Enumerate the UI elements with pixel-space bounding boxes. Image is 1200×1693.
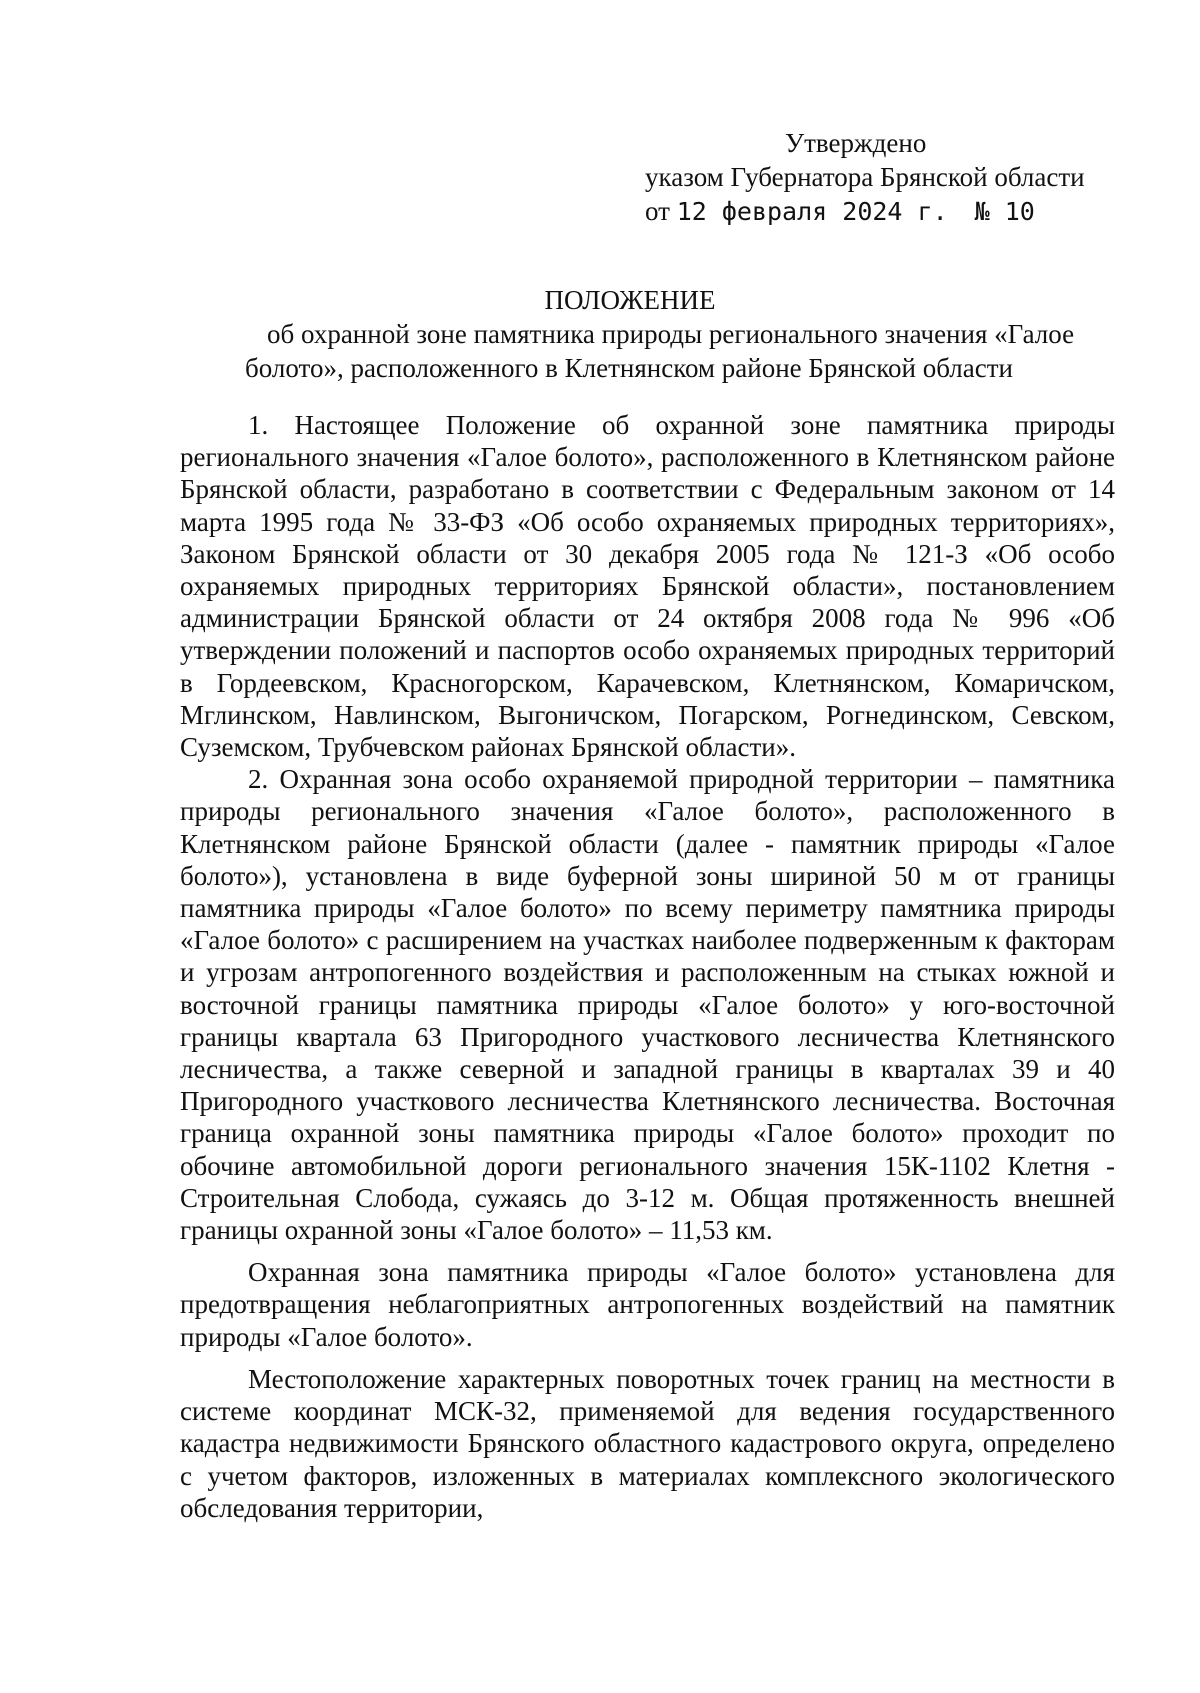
document-body [180, 409, 1115, 1524]
paragraph-2: 2. Охранная зона особо охраняемой природной территории – памятника природы регионального значения «Галое болото», расположенного в Клетнянском районе Брянской области (далее - памятник природы «Галое болото»), установлена в виде буферной зоны шириной 50 м от границы памятника природы «Галое болото» по всему периметру памятника природы «Галое болото» с расширением на участках наиболее подверженным к факторам и угрозам антропогенного воздействия и расположенным на стыках южной и восточной границы памятника природы «Галое болото» у юго-восточной границы квартала 63 Пригородного участкового лесничества Клетнянского лесничества, а также северной и западной границы в кварталах 39 и 40 Пригородного участкового лесничества Клетнянского лесничества. Восточная граница охранной зоны памятника природы «Галое болото» проходит по обочине автомобильной дороги регионального значения 15К-1102 Клетня - Строительная Слобода, сужаясь до 3-12 м. Общая протяженность внешней границы охранной зоны «Галое болото» – 11,53 км. [180, 764, 1115, 1246]
approval-date: 12 февраля 2024 г. [676, 197, 948, 226]
paragraph-4: Местоположение характерных поворотных точек границ на местности в системе координат МСК-32, применяемой для ведения государственного кадастра недвижимости Брянского областного кадастрового округа, определено с учетом факторов, изложенных в материалах комплексного экологического обследования территории, [180, 1363, 1115, 1523]
approval-number: № 10 [974, 197, 1035, 226]
approval-stamp [645, 126, 1125, 229]
document-subtitle [245, 317, 1105, 385]
paragraph-3: Охранная зона памятника природы «Галое болото» установлена для предотвращения неблагоприятных антропогенных воздействий на памятник природы «Галое болото». [180, 1257, 1115, 1352]
approval-date-line [645, 194, 1125, 229]
approval-date-prefix: от [645, 196, 677, 226]
subtitle-line-1: об охранной зоне памятника природы регионального значения «Галое [267, 319, 1075, 349]
subtitle-line-2: болото», расположенного в Клетнянском районе Брянской области [245, 353, 1013, 383]
document-title: ПОЛОЖЕНИЕ [544, 285, 716, 315]
approval-decree: указом Губернатора Брянской области [645, 162, 1085, 192]
approval-heading: Утверждено [785, 128, 927, 158]
paragraph-1: 1. Настоящее Положение об охранной зоне памятника природы регионального значения «Галое болото», расположенного в Клетнянском районе Брянской области, разработано в соответствии с Федеральным законом от 14 марта 1995 года № 33-ФЗ «Об особо охраняемых природных территориях», Законом Брянской области от 30 декабря 2005 года № 121-З «Об особо охраняемых природных территориях Брянской области», постановлением администрации Брянской области от 24 октября 2008 года № 996 «Об утверждении положений и паспортов особо охраняемых природных территорий в Гордеевском, Красногорском, Карачевском, Клетнянском, Комаричском, Мглинском, Навлинском, Выгоничском, Погарском, Рогнединском, Севском, Суземском, Трубчевском районах Брянской области». [180, 410, 1115, 763]
